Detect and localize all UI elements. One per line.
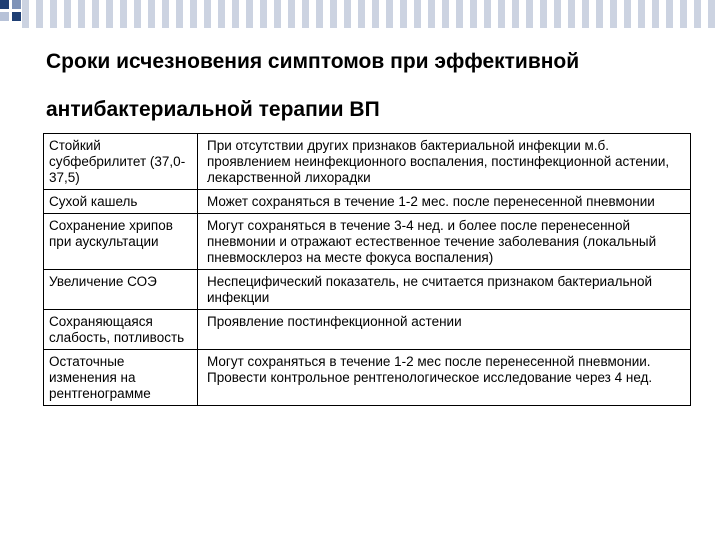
- decor-square-light: [0, 12, 9, 21]
- table-row: [44, 190, 691, 214]
- decor-square-mid: [12, 0, 21, 9]
- symptom-cell: Сохраняющаяся слабость, потливость: [44, 310, 198, 350]
- note-cell: Могут сохраняться в течение 3-4 нед. и более после перенесенной пневмонии и отражают естественное течение заболевания (локальный пневмосклероз на месте фокуса воспаления): [198, 214, 691, 270]
- table-row: [44, 214, 691, 270]
- note-cell: Проявление постинфекционной астении: [198, 310, 691, 350]
- symptom-cell: Остаточные изменения на рентгенограмме: [44, 350, 198, 406]
- table-row: [44, 350, 691, 406]
- symptom-cell: Сухой кашель: [44, 190, 198, 214]
- note-cell: При отсутствии других признаков бактериальной инфекции м.б. проявлением неинфекционного воспаления, постинфекционной астении, лекарственной лихорадки: [198, 134, 691, 190]
- slide-title: Сроки исчезновения симптомов при эффективной антибактериальной терапии ВП: [46, 50, 580, 121]
- table-row: [44, 270, 691, 310]
- symptom-cell: Стойкий субфебрилитет (37,0- 37,5): [44, 134, 198, 190]
- note-cell: Могут сохраняться в течение 1-2 мес после перенесенной пневмонии. Провести контрольное рентгенологическое исследование через 4 нед.: [198, 350, 691, 406]
- symptom-cell: Увеличение СОЭ: [44, 270, 198, 310]
- table-row: [44, 134, 691, 190]
- decor-square-dark: [0, 0, 9, 9]
- decor-square-dark-2: [12, 12, 21, 21]
- note-cell: Неспецифический показатель, не считается признаком бактериальной инфекции: [198, 270, 691, 310]
- note-cell: Может сохраняться в течение 1-2 мес. после перенесенной пневмонии: [198, 190, 691, 214]
- decor-checker-band: [22, 0, 720, 28]
- table-row: [44, 310, 691, 350]
- symptoms-table: [43, 133, 691, 406]
- symptom-cell: Сохранение хрипов при аускультации: [44, 214, 198, 270]
